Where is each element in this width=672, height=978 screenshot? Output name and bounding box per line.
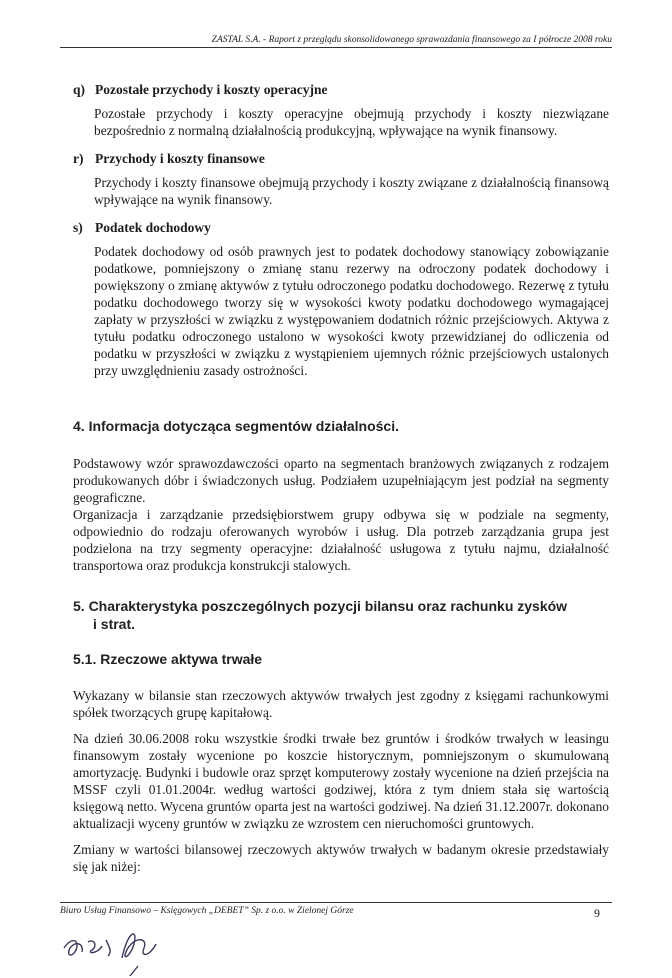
section-text: Podatek dochodowy od osób prawnych jest to podatek dochodowy stanowiący zobowiązanie podatkowe, pomniejszony o zmianę stanu rezerwy na odroczony podatek dochodowy i powiększony o zmianę aktywów z tytułu odroczonego podatku dochodowego. Rezerwę z tytułu podatku dochodowego tworzy się w wysokości kwoty podatku dochodowego wymagającej zapłaty w przyszłości w związku z występowaniem dodatnich różnic przejściowych. Aktywa z tytułu podatku odroczonego ustalono w wysokości kwoty przewidzianej do odliczenia od podatku w przyszłości w związku z wystąpieniem ujemnych różnic przejściowych ustalonych przy uwzględnieniu zasady ostrożności.	[94, 244, 609, 378]
fixed-assets-paragraph-1: Wykazany w bilansie stan rzeczowych aktywów trwałych jest zgodny z księgami rachunkowymi spółek tworzących grupę kapitałową.	[73, 688, 609, 720]
segments-block	[73, 455, 609, 574]
fixed-assets-paragraph-2: Na dzień 30.06.2008 roku wszystkie środki trwałe bez gruntów i środków trwałych w leasingu finansowym zostały wycenione po koszcie historycznym, pomniejszonym o skumulowaną amortyzację. Budynki i budowle oraz sprzęt komputerowy zostały wycenione na dzień przejścia na MSSF czyli 01.01.2004r. według wartości godziwej, która z tym dniem stała się wartością księgową netto. Wycena gruntów oparta jest na wartości godziwej. Na dzień 31.12.2007r. dokonano aktualizacji wyceny gruntów w związku ze wzrostem cen nieruchomości gruntowych.	[73, 731, 609, 831]
running-header: ZASTAL S.A. - Raport z przeglądu skonsolidowanego sprawozdania finansowego za I półrocze 2008 roku	[60, 35, 612, 48]
section-title: Pozostałe przychody i koszty operacyjne	[95, 82, 328, 97]
section-letter: s)	[73, 220, 83, 235]
segments-paragraph-1: Podstawowy wzór sprawozdawczości oparto na segmentach branżowych związanych z rodzajem produkowanych dóbr i świadczonych usług. Podziałem uzupełniającym jest podział na segmenty geograficzne.	[73, 456, 609, 505]
section-s	[73, 220, 609, 379]
signature-image	[58, 918, 178, 978]
segments-paragraph-2: Organizacja i zarządzanie przedsiębiorstwem grupy odbywa się w podziale na segmenty, odpowiednio do rodzaju oferowanych wyrobów i usług. Dla potrzeb zarządzania grupa jest podzielona na trzy segmenty operacyjne: działalność usługowa z tytułu najmu, działalność transportowa oraz produkcja konstrukcji stalowych.	[73, 507, 609, 573]
section-text: Przychody i koszty finansowe obejmują przychody i koszty związane z działalnością finansową wpływające na wynik finansowy.	[94, 175, 609, 207]
footer-rule	[60, 902, 612, 903]
page-number: 9	[594, 906, 600, 920]
heading-balance	[73, 597, 567, 633]
fixed-assets-paragraph-3: Zmiany w wartości bilansowej rzeczowych aktywów trwałych w badanym okresie przedstawiały się jak niżej:	[73, 842, 609, 874]
heading-balance-line-1: 5. Charakterystyka poszczególnych pozycji bilansu oraz rachunku zysków	[73, 598, 568, 614]
section-r	[73, 151, 609, 208]
heading-segments: 4. Informacja dotycząca segmentów działalności.	[73, 418, 399, 434]
section-title: Przychody i koszty finansowe	[95, 151, 265, 166]
section-letter: r)	[73, 151, 84, 166]
section-text: Pozostałe przychody i koszty operacyjne obejmują przychody i koszty niezwiązane bezpośrednio z normalną działalnością produkcyjną, wpływające na wynik finansowy.	[94, 106, 609, 138]
section-title: Podatek dochodowy	[95, 220, 211, 235]
heading-fixed-assets: 5.1. Rzeczowe aktywa trwałe	[73, 651, 263, 667]
section-letter: q)	[73, 82, 86, 97]
heading-balance-line-2: i strat.	[93, 616, 136, 632]
fixed-assets-block	[73, 687, 609, 875]
footer-text: Biuro Usług Finansowo – Księgowych „DEBET” Sp. z o.o. w Zielonej Górze	[60, 906, 354, 916]
section-q	[73, 82, 609, 139]
